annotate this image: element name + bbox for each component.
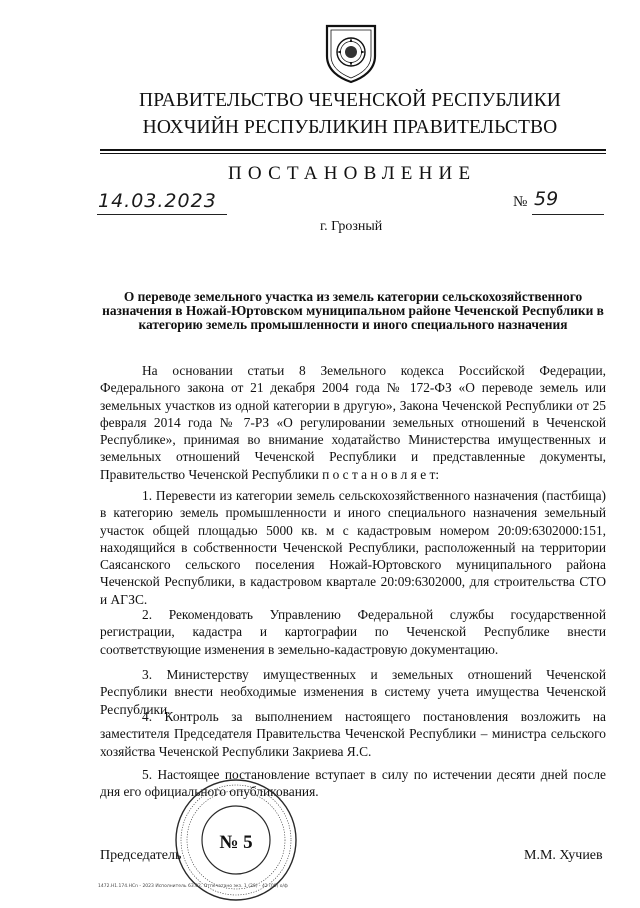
- government-title-ru: ПРАВИТЕЛЬСТВО ЧЕЧЕНСКОЙ РЕСПУБЛИКИ: [139, 90, 561, 111]
- resolution-item-5: 5. Настоящее постановление вступает в силу по истечении десяти дней после дня его официального опубликования.: [100, 767, 606, 800]
- preamble-paragraph: На основании статьи 8 Земельного кодекса Российской Федерации, Федерального закона от 21 декабря 2004 года № 172-ФЗ «О переводе земель или земельных участков из одной категории в другую», Закона Чеченской Республики от 25 февраля 2014 года № 7-РЗ «О регулировании земельных отношений в Чеченской Республике», принимая во внимание ходатайство Министерства имущественных и земельных отношений Чеченской Республики и представленные документы, Правительство Чеченской Республики п о с т а н о в л я е т:: [100, 363, 606, 482]
- date-underline: [97, 214, 227, 215]
- header-divider-thin: [100, 153, 606, 154]
- document-type: ПОСТАНОВЛЕНИЕ: [228, 163, 477, 184]
- coat-of-arms-emblem: [323, 22, 379, 84]
- resolution-item-1: 1. Перевести из категории земель сельскохозяйственного назначения (пастбища) в категорию земель промышленности и иного специального назначения земельный участок общей площадью 5000 кв. м с кадастровым номером 20:09:6302000:151, находящийся в собственности Чеченской Республики, расположенный на территории Саясанского сельского поселения Ножай-Юртовского муниципального района Чеченской Республики, в кадастровом квартале 20:09:6302000, для строительства СТО и АГЗС.: [100, 488, 606, 607]
- number-underline: [532, 214, 604, 215]
- footer-note: 1472.H1.174.HCn - 2023 Исполнитель 63.02. Отпечатано экз. 1 (20) - 41 (09) о/ф: [98, 884, 288, 889]
- government-title-ce: НОХЧИЙН РЕСПУБЛИКИН ПРАВИТЕЛЬСТВО: [142, 117, 558, 138]
- city: г. Грозный: [320, 219, 383, 234]
- resolution-item-2: 2. Рекомендовать Управлению Федеральной службы государственной регистрации, кадастра и картографии по Чеченской Республике внести соответствующие изменения в земельно-кадастровую документацию.: [100, 607, 606, 657]
- stamp-number: № 5: [219, 832, 253, 853]
- handwritten-number: 59: [534, 188, 559, 210]
- signer-position: Председатель: [100, 848, 182, 863]
- resolution-item-3: 3. Министерству имущественных и земельных отношений Чеченской Республики внести необходимые изменения в систему учета имущества Чеченской Республики.: [100, 667, 606, 717]
- document-subject: О переводе земельного участка из земель категории сельскохозяйственного назначения в Ножай-Юртовском муниципальном районе Чеченской Республики в категорию земель промышленности и иного специального назначения: [102, 289, 604, 332]
- resolution-item-4: 4. Контроль за выполнением настоящего постановления возложить на заместителя Председателя Правительства Чеченской Республики – министра сельского хозяйства Чеченской Республики Закриева Я.С.: [100, 709, 606, 759]
- header-divider-thick: [100, 149, 606, 151]
- signer-name: М.М. Хучиев: [524, 848, 603, 863]
- handwritten-date: 14.03.2023: [98, 190, 217, 212]
- number-label: №: [513, 194, 528, 210]
